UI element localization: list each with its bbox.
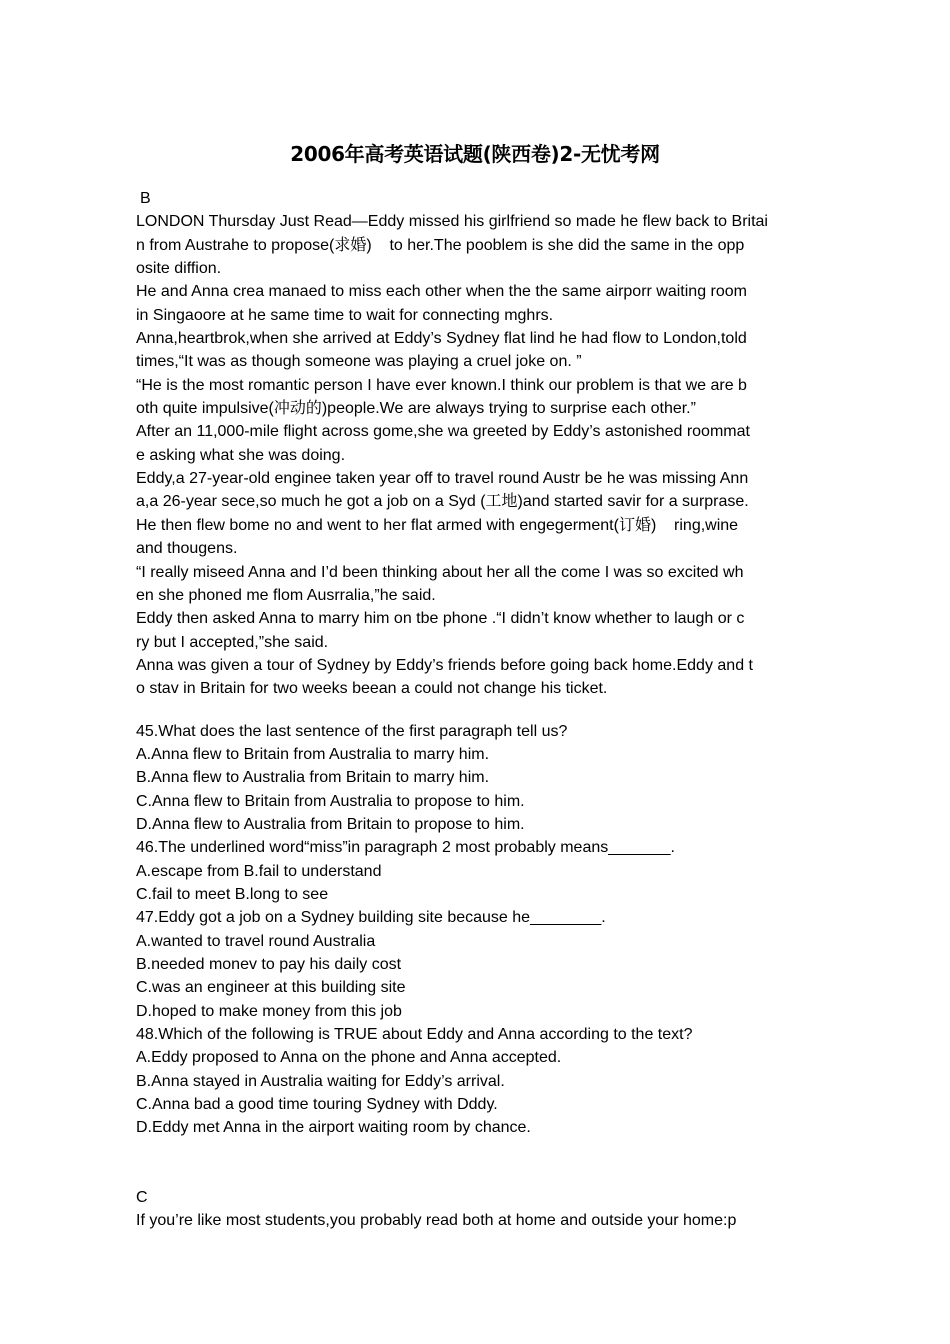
question-line: 45.What does the last sentence of the first paragraph tell us? — [136, 722, 568, 740]
passage-line: in Singaoore at he same time to wait for connecting mghrs. — [136, 306, 554, 324]
question-line: A.Anna flew to Britain from Australia to marry him. — [136, 745, 490, 763]
question-line: 46.The underlined word“miss”in paragraph 2 most probably means_______. — [136, 839, 675, 857]
passage-line: ry but I accepted,”she said. — [136, 633, 329, 651]
passage-line: times,“It was as though someone was playing a cruel joke on. ” — [136, 353, 582, 371]
passage-line: and thougens. — [136, 540, 238, 558]
section-b-questions — [136, 720, 816, 1140]
section-c-passage — [136, 1209, 816, 1232]
passage-line: n from Austrahe to propose(求婚) to her.The pooblem is she did the same in the opp — [136, 236, 745, 254]
question-line: A.wanted to travel round Australia — [136, 932, 376, 950]
passage-line: Eddy then asked Anna to marry him on tbe phone .“I didn’t know whether to laugh or c — [136, 610, 745, 628]
passage-line: He and Anna crea manaed to miss each other when the the same airporr waiting room — [136, 283, 747, 301]
section-gap — [136, 1140, 816, 1186]
question-line: C.was an engineer at this building site — [136, 979, 406, 997]
passage-line: Anna was given a tour of Sydney by Eddy’s friends before going back home.Eddy and t — [136, 656, 753, 674]
passage-line: “He is the most romantic person I have ever known.I think our problem is that we are b — [136, 376, 747, 394]
passage-line: He then flew bome no and went to her flat armed with engegerment(订婚) ring,wine — [136, 516, 739, 534]
passage-line: en she phoned me flom Ausrralia,”he said. — [136, 586, 436, 604]
passage-line: osite diffion. — [136, 260, 222, 278]
question-line: D.Anna flew to Australia from Britain to propose to him. — [136, 815, 525, 833]
passage-line: e asking what she was doing. — [136, 446, 346, 464]
section-c-label: C — [136, 1188, 148, 1206]
passage-line: After an 11,000-mile flight across gome,she wa greeted by Eddy’s astonished roommat — [136, 423, 750, 441]
question-line: A.escape from B.fail to understand — [136, 862, 382, 880]
document-title: 2006年高考英语试题(陕西卷)2-无忧考网 — [290, 142, 660, 166]
passage-line: a,a 26-year sece,so much he got a job on a Syd (工地)and started savir for a surprase. — [136, 493, 749, 511]
document-body — [136, 187, 816, 1232]
question-line: 48.Which of the following is TRUE about Eddy and Anna according to the text? — [136, 1026, 693, 1044]
question-line: C.Anna flew to Britain from Australia to propose to him. — [136, 792, 525, 810]
question-line: B.Anna flew to Australia from Britain to marry him. — [136, 769, 490, 787]
section-b-passage — [136, 210, 816, 700]
passage-line: LONDON Thursday Just Read—Eddy missed his girlfriend so made he flew back to Britai — [136, 213, 768, 231]
question-line: B.Anna stayed in Australia waiting for Eddy’s arrival. — [136, 1072, 505, 1090]
question-line: C.fail to meet B.long to see — [136, 885, 329, 903]
paragraph-gap — [136, 701, 816, 720]
question-line: D.hoped to make money from this job — [136, 1002, 402, 1020]
question-line: 47.Eddy got a job on a Sydney building site because he________. — [136, 909, 606, 927]
question-line: D.Eddy met Anna in the airport waiting room by chance. — [136, 1119, 531, 1137]
section-b-label: B — [140, 190, 151, 207]
question-line: A.Eddy proposed to Anna on the phone and Anna accepted. — [136, 1049, 562, 1067]
passage-line: Anna,heartbrok,when she arrived at Eddy’s Sydney flat lind he had flow to London,told — [136, 330, 747, 348]
passage-line: oth quite impulsive(冲动的)people.We are always trying to surprise each other.” — [136, 400, 696, 418]
passage-line: Eddy,a 27-year-old enginee taken year off to travel round Austr be he was missing Ann — [136, 470, 749, 488]
passage-line: If you’re like most students,you probably read both at home and outside your home:p — [136, 1212, 737, 1230]
question-line: C.Anna bad a good time touring Sydney with Dddy. — [136, 1096, 498, 1114]
passage-line: “I really miseed Anna and I’d been thinking about her all the come I was so excited wh — [136, 563, 744, 581]
passage-line: o stav in Britain for two weeks beean a could not change his ticket. — [136, 680, 608, 698]
question-line: B.needed monev to pay his daily cost — [136, 956, 402, 973]
